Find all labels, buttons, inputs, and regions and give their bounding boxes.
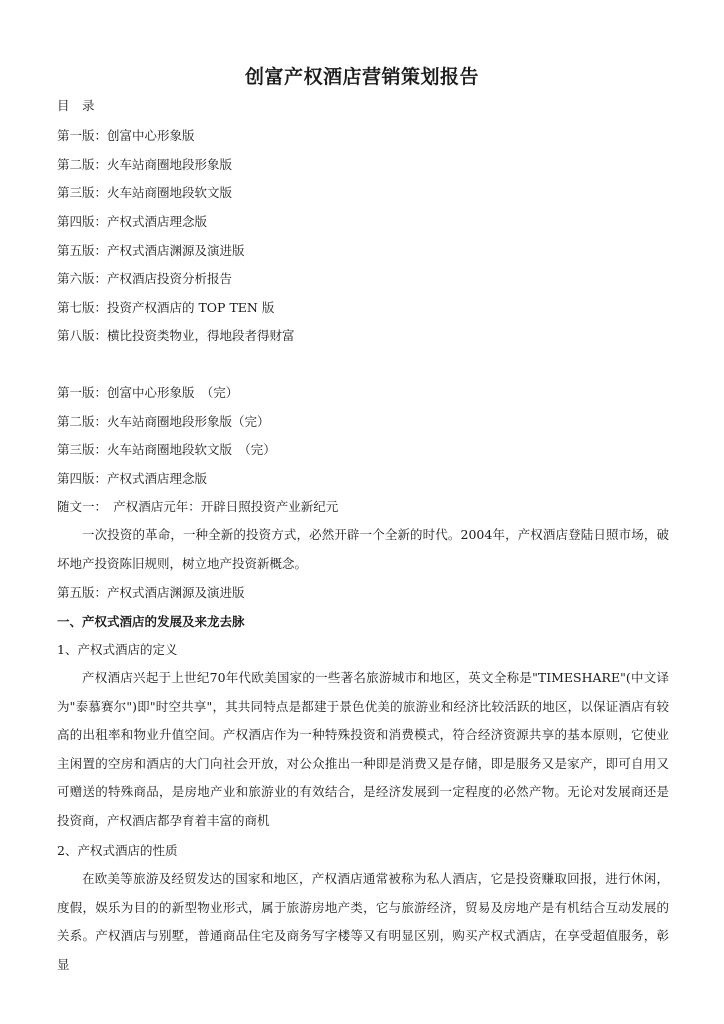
subheading-nature: 2、产权式酒店的性质	[57, 843, 178, 858]
toc-item-7: 第七版：投资产权酒店的 TOP TEN 版	[57, 300, 275, 315]
toc-item-4: 第四版：产权式酒店理念版	[57, 214, 208, 229]
paragraph-intro: 一次投资的革命，一种全新的投资方式，必然开辟一个全新的时代。2004年，产权酒店登陆日照市场，破坏地产投资陈旧规则，树立地产投资新概念。	[57, 527, 669, 571]
status-item-1: 第一版：创富中心形象版 （完）	[57, 385, 239, 400]
toc-item-2: 第二版：火车站商圈地段形象版	[57, 157, 233, 172]
paragraph-definition: 产权酒店兴起于上世纪70年代欧美国家的一些著名旅游城市和地区，英文全称是"TIMESHARE"(中文译为"泰慕赛尔")即"时空共享"，其共同特点是都建于景色优美的旅游业和经济比较活跃的地区，以保证酒店有较高的出租率和物业升值空间。产权酒店作为一种特殊投资和消费模式，符合经济资源共享的基本原则，它使业主闲置的空房和酒店的大门向社会开放，对公众推出一种即是消费又是存储，即是服务又是家产，即可自用又可赠送的特殊商品，是房地产业和旅游业的有效结合，是经济发展到一定程度的必然产物。无论对发展商还是投资商，产权酒店都孕育着丰富的商机	[57, 670, 669, 828]
subheading-definition: 1、产权式酒店的定义	[57, 642, 178, 657]
essay-title: 随文一： 产权酒店元年：开辟日照投资产业新纪元	[57, 499, 339, 514]
section-five-title: 第五版：产权式酒店渊源及演进版	[57, 585, 245, 600]
section-heading-one: 一、产权式酒店的发展及来龙去脉	[57, 614, 245, 629]
status-item-4: 第四版：产权式酒店理念版	[57, 471, 208, 486]
status-item-3: 第三版：火车站商圈地段软文版 （完）	[57, 442, 276, 457]
toc-item-1: 第一版：创富中心形象版	[57, 128, 195, 143]
document-title: 创富产权酒店营销策划报告	[244, 66, 479, 88]
toc-item-3: 第三版：火车站商圈地段软文版	[57, 185, 233, 200]
toc-item-8: 第八版：横比投资类物业，得地段者得财富	[57, 328, 295, 343]
status-item-2: 第二版：火车站商圈地段形象版（完）	[57, 414, 270, 429]
paragraph-nature: 在欧美等旅游及经贸发达的国家和地区，产权酒店通常被称为私人酒店，它是投资赚取回报，进行休闲，度假，娱乐为目的的新型物业形式，属于旅游房地产类，它与旅游经济，贸易及房地产是有机结合互动发展的关系。产权酒店与别墅，普通商品住宅及商务写字楼等又有明显区别，购买产权式酒店，在享受超值服务，彰显	[57, 871, 669, 972]
toc-item-6: 第六版：产权酒店投资分析报告	[57, 271, 233, 286]
toc-heading: 目 录	[57, 98, 95, 113]
toc-item-5: 第五版：产权式酒店渊源及演进版	[57, 243, 245, 258]
